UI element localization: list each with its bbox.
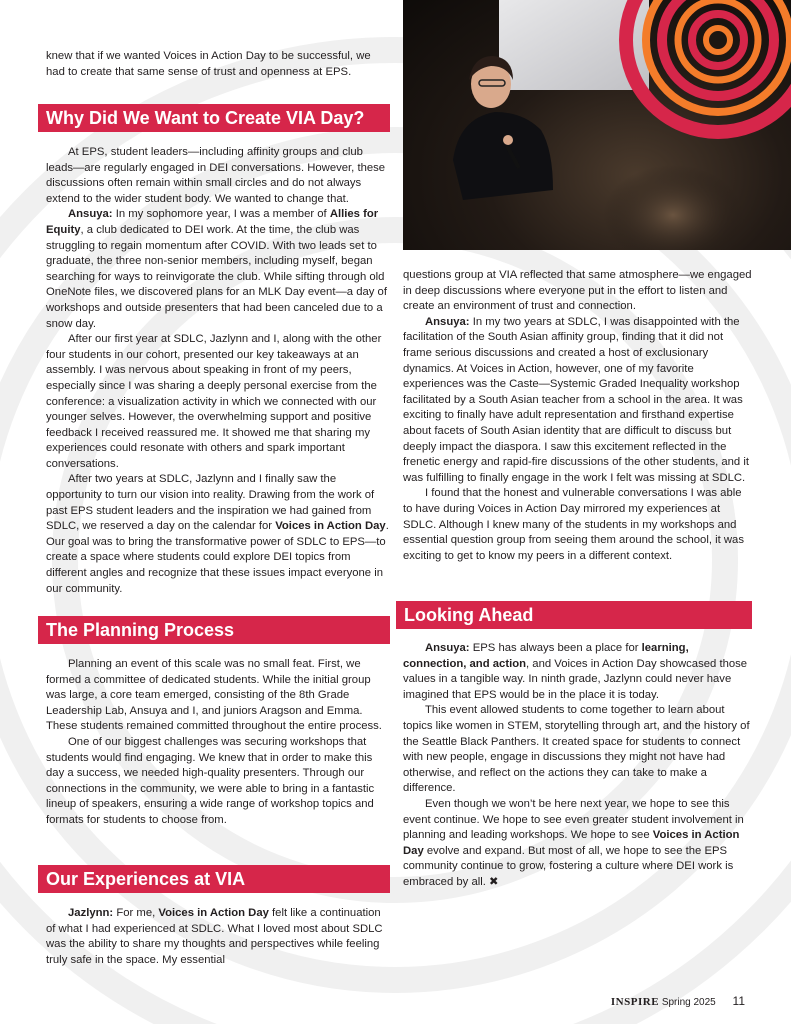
planning-text-block bbox=[46, 657, 390, 829]
planning-paragraph-2: One of our biggest challenges was securing workshops that students would find engaging. We knew that in order to make this day a success, we needed high-quality presenters. Through our connections in the community, we were able to bring in a fantastic lineup of speakers, ensuring a wide range of workshop topics and formats for students to choose from. bbox=[46, 735, 375, 826]
bold-term: Voices in Action Day bbox=[158, 907, 269, 919]
looking-paragraph-1 bbox=[403, 641, 753, 703]
text-span: evolve and expand. But most of all, we hope to see the EPS community continue to grow, fostering a culture where DEI work is embraced by all. bbox=[403, 844, 734, 888]
right-paragraph-3: I found that the honest and vulnerable conversations I was able to have during Voices in Action Day mirrored my experiences at SDLC. Although I knew many of the students in my workshops and essential question group from seeing them around the school, it was exciting to get to know my peers in a different context. bbox=[403, 487, 744, 562]
speaker-name: Jazlynn: bbox=[68, 907, 114, 919]
section-heading-planning: The Planning Process bbox=[38, 616, 390, 644]
section-heading-experiences: Our Experiences at VIA bbox=[38, 865, 390, 893]
why-paragraph-2 bbox=[46, 207, 390, 332]
issue-label: Spring 2025 bbox=[661, 997, 716, 1008]
text-span: For me, bbox=[113, 907, 159, 919]
speaker-photo bbox=[403, 0, 791, 250]
page-number: 11 bbox=[732, 994, 745, 1008]
looking-paragraph-3 bbox=[403, 797, 753, 891]
experiences-paragraph-1 bbox=[46, 906, 390, 968]
planning-paragraph-1: Planning an event of this scale was no small feat. First, we formed a committee of dedicated students. While the initial group was large, a core team emerged, consisting of the 8th Grade Leadership Lab, Ansuya and I, and juniors Aragson and Emma. These students remained committed throughout the entire process. bbox=[46, 658, 382, 733]
end-mark-icon: ✖ bbox=[489, 875, 499, 888]
text-span: After two years at SDLC, Jazlynn and I finally saw the opportunity to turn our vision into reality. Drawing from the work of past EPS student leaders and the inspiration we had gained from SDLC, we reserved a day on the calendar for bbox=[46, 473, 375, 533]
text-span: , and Voices in Action Day showcased those values in a tangible way. In ninth grade, Jazlynn could never have imagined that EPS would be in the place it is today. bbox=[403, 657, 748, 701]
bold-term: learning, connection, and action bbox=[403, 642, 689, 670]
text-span: Even though we won’t be here next year, we hope to see this event continue. We hope to see even greater student involvement in planning and leading workshops. We hope to see bbox=[403, 797, 744, 842]
text-span: EPS has always been a place for bbox=[469, 642, 642, 654]
speaker-name: Ansuya: bbox=[68, 208, 113, 221]
bold-term: Allies for Equity bbox=[46, 208, 379, 236]
right-text-block bbox=[403, 268, 753, 564]
experiences-text-block bbox=[46, 906, 390, 968]
why-paragraph-4 bbox=[46, 472, 390, 597]
text-span: In my sophomore year, I was a member of bbox=[112, 208, 330, 221]
why-paragraph-1: At EPS, student leaders—including affinity groups and club leads—are regularly engaged in DEI conversations. However, these discussions often remain within small circles and do not always extend to the wider student body. We wanted to change that. bbox=[46, 146, 386, 205]
why-text-block bbox=[46, 145, 390, 597]
text-span: , a club dedicated to DEI work. At the time, the club was struggling to regain momentum after COVID. With two leads set to graduate, the three non-senior members, including myself, began searching for ways to reinvigorate the club. While sifting through old OneNote files, we discovered plans for an MLK Day event—a day of workshops and outside presenters that had been canceled due to a snow day. bbox=[46, 223, 387, 330]
speaker-name: Ansuya: bbox=[425, 642, 470, 654]
looking-paragraph-2: This event allowed students to come together to learn about topics like women in STEM, storytelling through art, and the history of the Seattle Black Panthers. It created space for students to connect with new people, engage in discussions they might not have had otherwise, and reflect on the actions they can take to make a difference. bbox=[403, 704, 750, 795]
text-span: In my two years at SDLC, I was disappointed with the facilitation of the South Asian affinity group, finding that it did not frame serious discussions and created a host of exclusionary dynamics. At Voices in Action, however, one of my favorite experiences was the Caste—Systemic Graded Inequality workshop facilitated by a South Asian teacher from a school in the area. It was exciting to finally have adult representation and firsthand expertise about facets of South Asian identity that are difficult to discuss but deeply impact the diaspora. I saw this excitement reflected in the frenetic energy and rapid-fire discussions of the other students, and it was fulfilling to finally engage in the work I felt was missing at SDLC. bbox=[403, 315, 750, 484]
intro-text-block bbox=[46, 49, 390, 80]
looking-ahead-text-block bbox=[403, 641, 753, 891]
intro-paragraph: knew that if we wanted Voices in Action Day to be successful, we had to create that same sense of trust and openness at EPS. bbox=[46, 50, 371, 78]
speaker-name: Ansuya: bbox=[425, 315, 470, 328]
section-heading-why: Why Did We Want to Create VIA Day? bbox=[38, 104, 390, 132]
text-span: . Our goal was to bring the transformative power of SDLC to EPS—to create a space where students could explore DEI topics from different angles and recognize that these issues impact everyone in our community. bbox=[46, 520, 389, 595]
bold-term: Voices in Action Day bbox=[275, 520, 386, 533]
page-footer bbox=[611, 994, 745, 1008]
why-paragraph-3: After our first year at SDLC, Jazlynn and I, along with the other four students in our cohort, presented our key takeaways at an assembly. I was nervous about speaking in front of my peers, especially since I was sharing a deeply personal exercise from the conference: a visualization activity in which we connected with our younger selves. However, the overwhelming support and positive feedback I received reassured me. It showed me that sharing my experiences could resonate with others and spark important conversations. bbox=[46, 333, 382, 470]
text-span: felt like a continuation of what I had experienced at SDLC. What I loved most about SDLC was the ability to share my thoughts and perspectives while feeling truly safe in the space. My essential bbox=[46, 907, 383, 966]
bold-term: Voices in Action Day bbox=[403, 829, 740, 857]
right-paragraph-1: questions group at VIA reflected that same atmosphere—we engaged in deep discussions where everyone put in the effort to listen and create an environment of trust and connection. bbox=[403, 269, 752, 313]
right-paragraph-2 bbox=[403, 315, 753, 487]
magazine-brand: INSPIRE bbox=[610, 996, 660, 1008]
section-heading-looking-ahead: Looking Ahead bbox=[396, 601, 752, 629]
